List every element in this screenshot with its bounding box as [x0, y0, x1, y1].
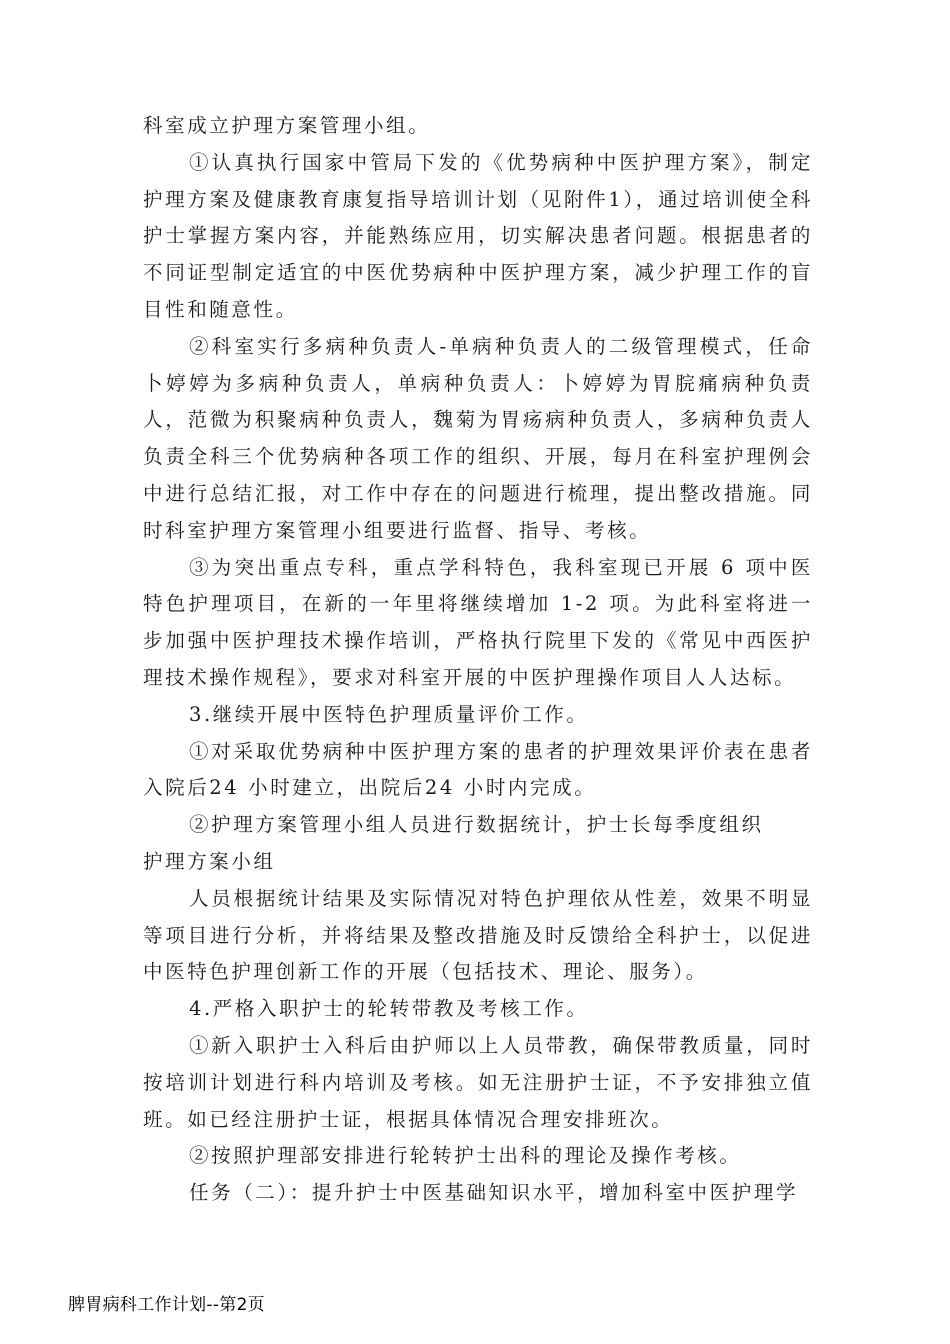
paragraph-1: 科室成立护理方案管理小组。 [143, 114, 431, 137]
document-body [143, 108, 813, 1212]
task-heading-2: 任务（二）：提升护士中医基础知识水平，增加科室中医护理学 [189, 1181, 799, 1205]
paragraph-8: 护理方案小组 [143, 849, 276, 873]
paragraph-3: ②科室实行多病种负责人-单病种负责人的二级管理模式，任命卜婷婷为多病种负责人，单病种负责人：卜婷婷为胃脘痛病种负责人，范微为积聚病种负责人，魏菊为胃疡病种负责人，多病种负责人负责全科三个优势病种各项工作的组织、开展，每月在科室护理例会中进行总结汇报，对工作中存在的问题进行梳理，提出整改措施。同时科室护理方案管理小组要进行监督、指导、考核。 [143, 334, 813, 542]
paragraph-9: 人员根据统计结果及实际情况对特色护理依从性差，效果不明显等项目进行分析，并将结果及整改措施及时反馈给全科护士，以促进中医特色护理创新工作的开展（包括技术、理论、服务）。 [143, 886, 813, 984]
paragraph-2: ①认真执行国家中管局下发的《优势病种中医护理方案》，制定护理方案及健康教育康复指导培训计划（见附件1），通过培训使全科护士掌握方案内容，并能熟练应用，切实解决患者问题。根据患者的不同证型制定适宜的中医优势病种中医护理方案，减少护理工作的盲目性和随意性。 [143, 150, 813, 321]
page-footer: 脾胃病科工作计划--第2页 [68, 1295, 265, 1315]
paragraph-12: ②按照护理部安排进行轮转护士出科的理论及操作考核。 [189, 1144, 742, 1168]
paragraph-4: ③为突出重点专科，重点学科特色，我科室现已开展 6 项中医特色护理项目，在新的一年里将继续增加 1-2 项。为此科室将进一步加强中医护理技术操作培训，严格执行院里下发的《常见中西医护理技术操作规程》，要求对科室开展的中医护理操作项目人人达标。 [143, 555, 813, 689]
paragraph-11: ①新入职护士入科后由护师以上人员带教，确保带教质量，同时按培训计划进行科内培训及考核。如无注册护士证，不予安排独立值班。如已经注册护士证，根据具体情况合理安排班次。 [143, 1033, 813, 1131]
paragraph-7: ②护理方案管理小组人员进行数据统计，护士长每季度组织 [189, 813, 764, 837]
section-heading-4: 4.严格入职护士的轮转带教及考核工作。 [189, 997, 589, 1021]
section-heading-3: 3.继续开展中医特色护理质量评价工作。 [189, 702, 589, 726]
paragraph-6: ①对采取优势病种中医护理方案的患者的护理效果评价表在患者入院后24 小时建立，出院后24 小时内完成。 [143, 739, 813, 800]
